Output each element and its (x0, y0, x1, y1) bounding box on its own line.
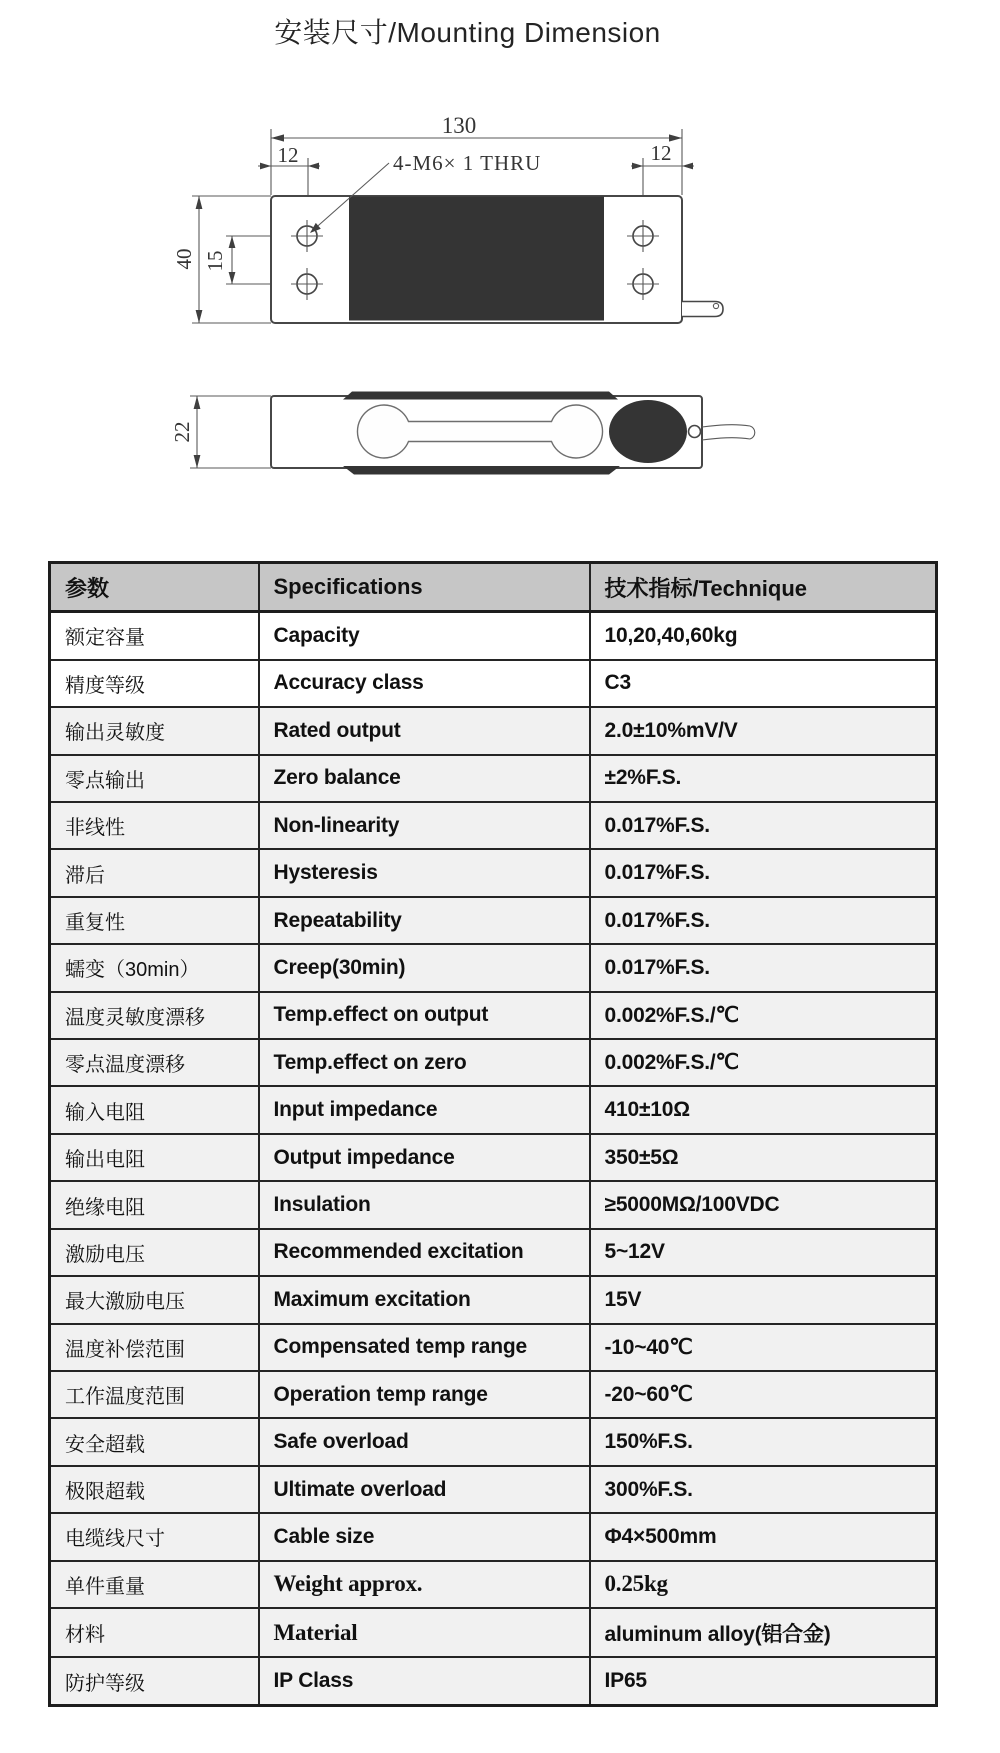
spec-value: ≥5000MΩ/100VDC (590, 1181, 937, 1228)
table-row (50, 1086, 937, 1133)
param-name-zh: 非线性 (50, 802, 259, 849)
table-row (50, 802, 937, 849)
spec-value: 0.002%F.S./℃ (590, 1039, 937, 1086)
table-row (50, 707, 937, 754)
spec-value: aluminum alloy(铝合金) (590, 1608, 937, 1657)
param-name-zh: 精度等级 (50, 660, 259, 707)
spec-value: 0.25kg (590, 1561, 937, 1608)
param-name-zh: 重复性 (50, 897, 259, 944)
spec-value: 0.017%F.S. (590, 897, 937, 944)
table-row (50, 660, 937, 707)
table-row (50, 1276, 937, 1323)
spec-value: -20~60℃ (590, 1371, 937, 1418)
param-name-zh: 电缆线尺寸 (50, 1513, 259, 1560)
spec-name-en: Capacity (259, 612, 590, 660)
spec-value: IP65 (590, 1657, 937, 1705)
table-row (50, 1134, 937, 1181)
bottom-pad (343, 466, 620, 475)
param-name-zh: 温度补偿范围 (50, 1324, 259, 1371)
param-name-zh: 材料 (50, 1608, 259, 1657)
spec-name-en: Recommended excitation (259, 1229, 590, 1276)
param-name-zh: 最大激励电压 (50, 1276, 259, 1323)
table-row (50, 897, 937, 944)
table-row (50, 1371, 937, 1418)
spec-name-en: Creep(30min) (259, 944, 590, 991)
spec-name-en: Non-linearity (259, 802, 590, 849)
spec-name-en: Temp.effect on output (259, 992, 590, 1039)
param-name-zh: 绝缘电阻 (50, 1181, 259, 1228)
param-name-zh: 零点输出 (50, 755, 259, 802)
dim-hole-spacing-label: 15 (203, 250, 227, 272)
sealing-pot (609, 400, 687, 463)
spec-name-en: Weight approx. (259, 1561, 590, 1608)
param-name-zh: 滞后 (50, 849, 259, 896)
spec-value: Φ4×500mm (590, 1513, 937, 1560)
table-row (50, 1418, 937, 1465)
load-cell-black-area (349, 197, 604, 321)
spec-value: 0.017%F.S. (590, 849, 937, 896)
table-row (50, 1608, 937, 1657)
header-technique: 技术指标/Technique (590, 563, 937, 612)
dim-side-height-label: 22 (170, 421, 194, 443)
spec-value: -10~40℃ (590, 1324, 937, 1371)
spec-name-en: Rated output (259, 707, 590, 754)
table-row (50, 1657, 937, 1705)
param-name-zh: 单件重量 (50, 1561, 259, 1608)
spec-value: 410±10Ω (590, 1086, 937, 1133)
mounting-dimension-drawing (0, 0, 1000, 520)
thread-callout-label: 4-M6× 1 THRU (393, 151, 542, 175)
table-row (50, 1513, 937, 1560)
table-row (50, 1561, 937, 1608)
param-name-zh: 温度灵敏度漂移 (50, 992, 259, 1039)
header-specifications: Specifications (259, 563, 590, 612)
table-row (50, 612, 937, 660)
param-name-zh: 输出灵敏度 (50, 707, 259, 754)
page-title: 安装尺寸/Mounting Dimension (274, 17, 661, 48)
cable-side (702, 425, 750, 427)
spec-value: 300%F.S. (590, 1466, 937, 1513)
param-name-zh: 零点温度漂移 (50, 1039, 259, 1086)
table-row (50, 1229, 937, 1276)
spec-value: 15V (590, 1276, 937, 1323)
dim-width-label: 130 (441, 113, 477, 138)
cable-gland (689, 426, 701, 438)
table-row (50, 1181, 937, 1228)
param-name-zh: 激励电压 (50, 1229, 259, 1276)
spec-value: ±2%F.S. (590, 755, 937, 802)
param-name-zh: 输入电阻 (50, 1086, 259, 1133)
spec-table (48, 561, 938, 1707)
top-pad (343, 392, 618, 400)
param-name-zh: 蠕变（30min） (50, 944, 259, 991)
spec-name-en: Hysteresis (259, 849, 590, 896)
spec-name-en: Insulation (259, 1181, 590, 1228)
spec-name-en: Repeatability (259, 897, 590, 944)
dim-height-label: 40 (172, 248, 196, 270)
param-name-zh: 额定容量 (50, 612, 259, 660)
spec-name-en: Operation temp range (259, 1371, 590, 1418)
param-name-zh: 工作温度范围 (50, 1371, 259, 1418)
table-row (50, 1324, 937, 1371)
spec-value: 0.017%F.S. (590, 802, 937, 849)
spec-name-en: Temp.effect on zero (259, 1039, 590, 1086)
spec-name-en: Cable size (259, 1513, 590, 1560)
header-param: 参数 (50, 563, 259, 612)
spec-value: 350±5Ω (590, 1134, 937, 1181)
table-header-row (50, 563, 937, 612)
table-row (50, 944, 937, 991)
top-view (172, 113, 723, 323)
table-row (50, 755, 937, 802)
table-row (50, 1039, 937, 1086)
param-name-zh: 极限超载 (50, 1466, 259, 1513)
spec-name-en: Safe overload (259, 1418, 590, 1465)
param-name-zh: 输出电阻 (50, 1134, 259, 1181)
dim-right-offset-label: 12 (650, 141, 672, 165)
spec-name-en: Compensated temp range (259, 1324, 590, 1371)
table-row (50, 1466, 937, 1513)
param-name-zh: 防护等级 (50, 1657, 259, 1705)
spec-value: C3 (590, 660, 937, 707)
spec-value: 5~12V (590, 1229, 937, 1276)
spec-value: 0.017%F.S. (590, 944, 937, 991)
spec-name-en: IP Class (259, 1657, 590, 1705)
spec-name-en: Material (259, 1608, 590, 1657)
side-view (170, 392, 755, 475)
spec-name-en: Zero balance (259, 755, 590, 802)
spec-name-en: Accuracy class (259, 660, 590, 707)
spec-name-en: Output impedance (259, 1134, 590, 1181)
spec-value: 0.002%F.S./℃ (590, 992, 937, 1039)
spec-name-en: Maximum excitation (259, 1276, 590, 1323)
table-row (50, 992, 937, 1039)
spec-name-en: Ultimate overload (259, 1466, 590, 1513)
spec-value: 2.0±10%mV/V (590, 707, 937, 754)
spec-name-en: Input impedance (259, 1086, 590, 1133)
dim-left-offset-label: 12 (277, 143, 299, 167)
table-row (50, 849, 937, 896)
spec-value: 10,20,40,60kg (590, 612, 937, 660)
param-name-zh: 安全超载 (50, 1418, 259, 1465)
spec-value: 150%F.S. (590, 1418, 937, 1465)
